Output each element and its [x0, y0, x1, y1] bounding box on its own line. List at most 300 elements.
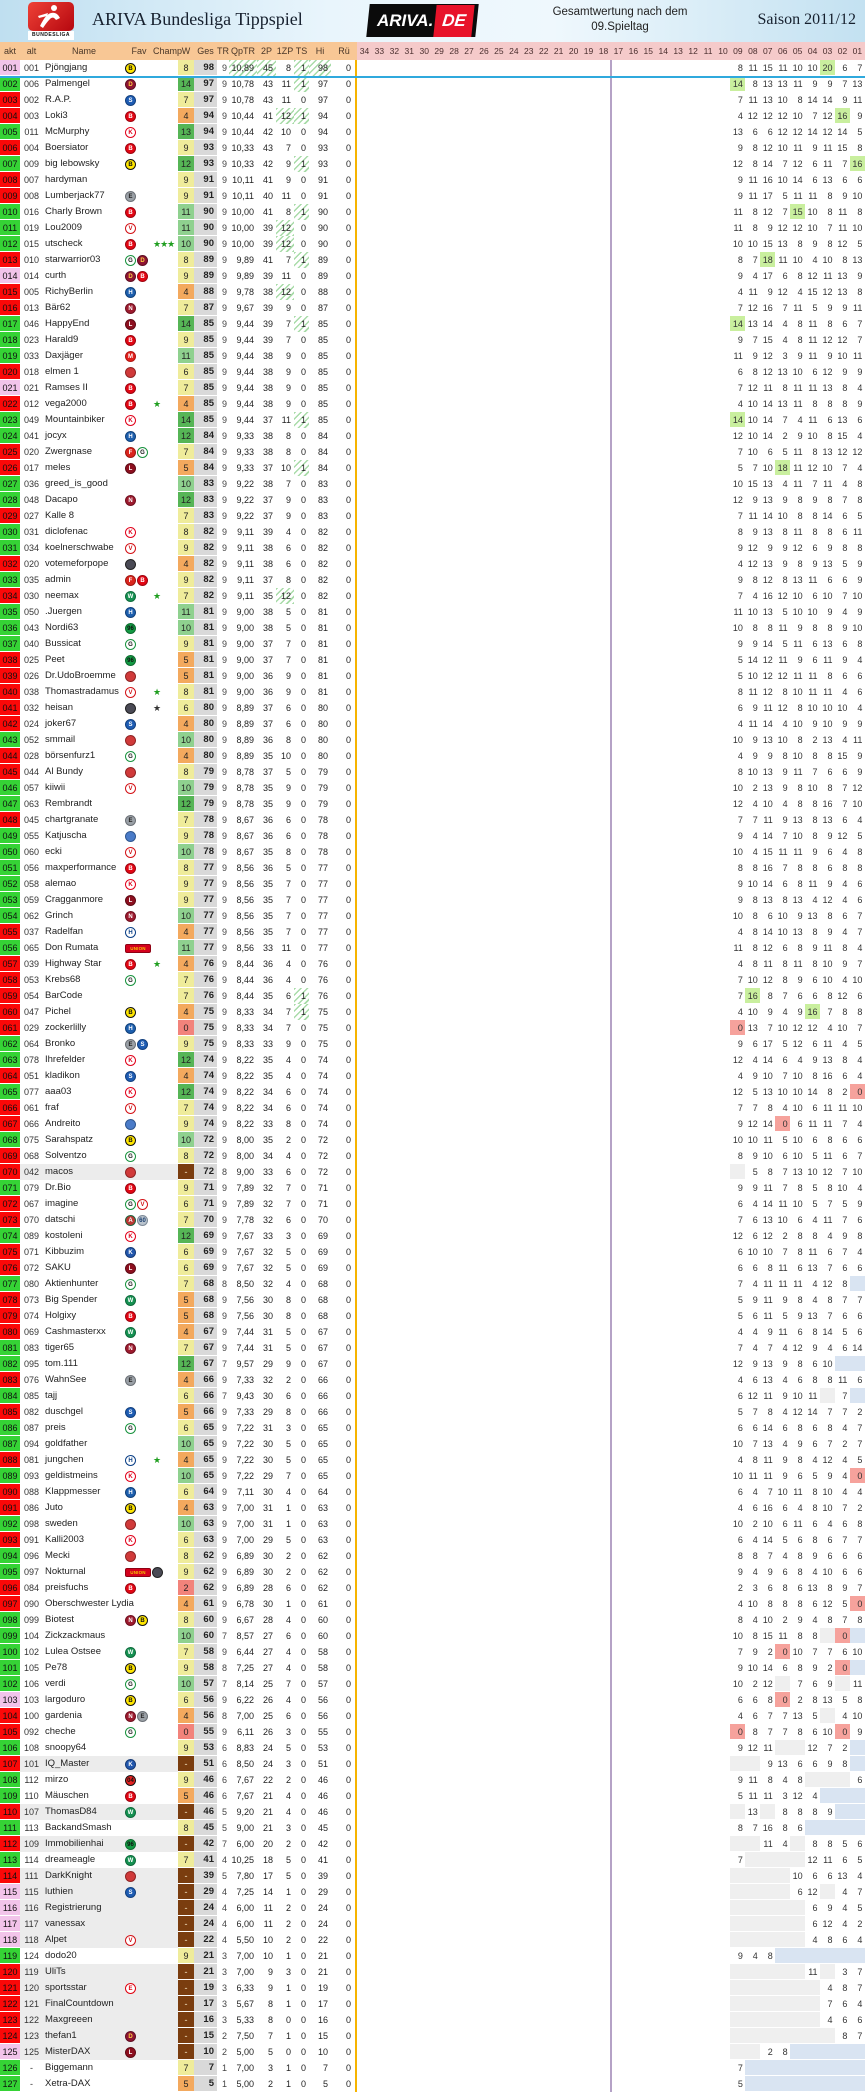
- matchday-cell: [671, 828, 686, 844]
- current-round-points-cell: 7: [178, 988, 194, 1004]
- hinrunde-points-cell: 81: [317, 687, 328, 697]
- player-name[interactable]: WahnSee: [45, 1374, 87, 1385]
- player-name[interactable]: Cashmasterxx: [45, 1326, 106, 1337]
- matchday-cell: [462, 1388, 477, 1404]
- matchday-cell: 14: [760, 316, 775, 332]
- matchday-cell: [551, 1020, 566, 1036]
- player-name[interactable]: Kalli2003: [45, 1534, 85, 1545]
- matchday-cell: [491, 492, 506, 508]
- matchday-cell: 4: [835, 732, 850, 748]
- matchday-cell: [506, 924, 521, 940]
- matchday-cell: 13: [775, 396, 790, 412]
- player-name[interactable]: greed_is_good: [45, 478, 108, 489]
- matchday-cell: [656, 1116, 671, 1132]
- player-name[interactable]: geldistmeins: [45, 1470, 98, 1481]
- player-name[interactable]: hardyman: [45, 174, 88, 185]
- hinrunde-points-cell: 71: [317, 1183, 328, 1193]
- bundesliga-logo-text: BUNDESLIGA: [28, 31, 74, 40]
- player-name[interactable]: BarCode: [45, 990, 83, 1001]
- player-name[interactable]: Ihrefelder: [45, 1054, 86, 1065]
- favorite-club-icons: [125, 924, 153, 940]
- matchday-cell: 10: [775, 92, 790, 108]
- matchday-cell: [387, 940, 402, 956]
- matchday-cell: [402, 1228, 417, 1244]
- matchday-cell: [641, 172, 656, 188]
- rounds-played-cell: 9: [221, 447, 227, 457]
- bundesliga-logo-icon: [28, 2, 74, 41]
- player-name[interactable]: Solventzo: [45, 1150, 87, 1161]
- player-name[interactable]: .Juergen: [45, 606, 82, 617]
- player-name[interactable]: Harald9: [45, 334, 79, 345]
- matchday-cell: [402, 188, 417, 204]
- rank-previous-cell: 043: [23, 623, 40, 633]
- matchday-cell: [462, 988, 477, 1004]
- matchday-cell: [417, 860, 432, 876]
- rank-previous-cell: 053: [23, 975, 40, 985]
- matchday-cell: 9: [805, 236, 820, 252]
- player-name[interactable]: Klappmesser: [45, 1486, 101, 1497]
- matchday-cell: [626, 604, 641, 620]
- player-name[interactable]: kladikon: [45, 1070, 80, 1081]
- one-point-tips-cell: 10: [280, 127, 291, 137]
- matchday-cell: [387, 508, 402, 524]
- matchday-cell: [357, 700, 372, 716]
- player-name[interactable]: Daxjäger: [45, 350, 84, 361]
- matchday-cell: 11: [835, 1100, 850, 1116]
- matchday-cell: [432, 428, 447, 444]
- matchday-cell: 10: [790, 716, 805, 732]
- matchday-cell: [686, 876, 701, 892]
- player-name[interactable]: R.A.P.: [45, 94, 72, 105]
- player-name[interactable]: utscheck: [45, 238, 83, 249]
- player-name[interactable]: neemax: [45, 590, 79, 601]
- player-name[interactable]: preisfuchs: [45, 1582, 89, 1593]
- matchday-cell: 5: [775, 1036, 790, 1052]
- matchday-cell: [387, 1580, 402, 1596]
- player-name[interactable]: tajj: [45, 1390, 58, 1401]
- points-per-round-cell: 7,22: [236, 1439, 254, 1449]
- total-points-cell: 78: [194, 844, 217, 860]
- matchday-cell: [447, 236, 462, 252]
- matchday-cell: [462, 1500, 477, 1516]
- matchday-cell: [477, 252, 492, 268]
- matchday-cell: [596, 668, 611, 684]
- champ-stars: [153, 988, 178, 1004]
- player-name[interactable]: Bronko: [45, 1038, 76, 1049]
- player-name[interactable]: Thomastradamus: [45, 686, 119, 697]
- player-name[interactable]: HappyEnd: [45, 318, 90, 329]
- points-per-round-cell: 8,78: [236, 799, 254, 809]
- player-name[interactable]: duschgel: [45, 1406, 84, 1417]
- player-name[interactable]: Dacapo: [45, 494, 78, 505]
- player-name[interactable]: zockerlilly: [45, 1022, 87, 1033]
- player-name[interactable]: börsenfurz1: [45, 750, 96, 761]
- rank-previous-cell: 077: [23, 1087, 40, 1097]
- matchday-cell: [716, 1356, 731, 1372]
- matchday-cell: [566, 716, 581, 732]
- one-point-tips-cell: 9: [285, 159, 291, 169]
- player-name[interactable]: Dr.Bio: [45, 1182, 71, 1193]
- matchday-cell: [477, 476, 492, 492]
- player-name[interactable]: RichyBerlin: [45, 286, 94, 297]
- player-name[interactable]: Dr.UdoBroemme: [45, 670, 116, 681]
- player-name[interactable]: heisan: [45, 702, 73, 713]
- player-name[interactable]: curth: [45, 270, 67, 281]
- player-name[interactable]: Palmengel: [45, 78, 90, 89]
- matchday-cell: [566, 892, 581, 908]
- player-name[interactable]: Katjuscha: [45, 830, 87, 841]
- two-point-tips-cell: 35: [262, 991, 273, 1001]
- table-row: [0, 92, 865, 108]
- player-name[interactable]: Nokturnal: [45, 1566, 86, 1577]
- matchday-cell: [372, 236, 387, 252]
- player-name[interactable]: alemao: [45, 878, 77, 889]
- player-name[interactable]: Mountainbiker: [45, 414, 105, 425]
- player-name[interactable]: tiger65: [45, 1342, 75, 1353]
- matchday-cell: [521, 860, 536, 876]
- champ-stars: [153, 540, 178, 556]
- matchday-cell: 8: [790, 492, 805, 508]
- matchday-cell: [432, 140, 447, 156]
- matchday-cell: 10: [790, 364, 805, 380]
- rueckrunde-points-cell: 0: [345, 1327, 351, 1337]
- player-name[interactable]: Lou2009: [45, 222, 82, 233]
- player-name[interactable]: votemeforpope: [45, 558, 109, 569]
- matchday-cell: 6: [775, 1148, 790, 1164]
- current-round-points-cell: 5: [178, 652, 194, 668]
- rueckrunde-points-cell: 0: [345, 1567, 351, 1577]
- matchday-cell: [432, 284, 447, 300]
- player-name[interactable]: Rembrandt: [45, 798, 92, 809]
- matchday-cell: 4: [820, 1516, 835, 1532]
- one-point-tips-cell: 8: [285, 63, 291, 73]
- player-name[interactable]: datschi: [45, 1214, 76, 1225]
- matchday-cell: 9: [790, 1436, 805, 1452]
- player-name[interactable]: Highway Star: [45, 958, 102, 969]
- matchday-cell: [447, 1036, 462, 1052]
- player-name[interactable]: tom.111: [45, 1358, 78, 1369]
- matchday-cell: [611, 1356, 626, 1372]
- matchday-cell: 10: [730, 844, 745, 860]
- player-name[interactable]: Grinch: [45, 910, 73, 921]
- matchday-cell: [686, 1516, 701, 1532]
- total-points-cell: 62: [194, 1580, 217, 1596]
- player-name[interactable]: starwarrior03: [45, 254, 101, 265]
- player-name[interactable]: fraf: [45, 1102, 59, 1113]
- matchday-cell: 8: [820, 1580, 835, 1596]
- matchday-cell: 6: [850, 172, 865, 188]
- matchday-cell: [611, 1260, 626, 1276]
- rounds-played-cell: 9: [221, 1151, 227, 1161]
- player-name[interactable]: Mecki: [45, 1550, 70, 1561]
- player-name[interactable]: koelnerschwabe: [45, 542, 114, 553]
- player-name[interactable]: imagine: [45, 1198, 79, 1209]
- matchday-cell: 10: [820, 1356, 835, 1372]
- player-name[interactable]: SAKU: [45, 1262, 71, 1273]
- matchday-cell: 10: [835, 1180, 850, 1196]
- club-icon-fcn: N: [125, 1343, 136, 1354]
- player-name[interactable]: macos: [43, 1164, 125, 1180]
- matchday-cell: 4: [850, 1180, 865, 1196]
- matchday-cell: [671, 124, 686, 140]
- champ-stars: [153, 860, 178, 876]
- matchday-cell: [551, 172, 566, 188]
- matchday-cell: [656, 924, 671, 940]
- rank-current-cell: 050: [0, 844, 20, 860]
- player-name[interactable]: admin: [45, 574, 71, 585]
- matchday-cell: [521, 876, 536, 892]
- player-name[interactable]: Bär62: [45, 302, 71, 313]
- player-name[interactable]: Krebs68: [45, 974, 81, 985]
- matchday-cell: 2: [775, 1228, 790, 1244]
- matchday-cell: [641, 412, 656, 428]
- column-header-matchday-10: 10: [718, 46, 728, 56]
- matchday-cell: [372, 268, 387, 284]
- matchday-cell: 14: [760, 1196, 775, 1212]
- matchday-cell: [716, 1452, 731, 1468]
- matchday-cell: 12: [820, 124, 835, 140]
- player-name[interactable]: ecki: [45, 846, 62, 857]
- matchday-cell: [447, 588, 462, 604]
- rank-previous-cell: 066: [23, 1119, 40, 1129]
- player-name[interactable]: jungchen: [45, 1454, 84, 1465]
- matchday-cell: [656, 1148, 671, 1164]
- favorite-club-icons: [125, 1420, 153, 1436]
- matchday-cell: [686, 92, 701, 108]
- player-name[interactable]: vega2000: [45, 398, 87, 409]
- two-point-tips-cell: 35: [262, 1135, 273, 1145]
- matchday-cell: [641, 972, 656, 988]
- player-name[interactable]: elmen 1: [45, 366, 79, 377]
- matchday-cell: 9: [760, 220, 775, 236]
- current-round-points-cell: 9: [178, 572, 194, 588]
- player-name[interactable]: chartgranate: [45, 814, 99, 825]
- matchday-cell: [611, 860, 626, 876]
- favorite-club-icons: [125, 1372, 153, 1388]
- matchday-cell: [611, 60, 626, 76]
- matchday-cell: [477, 1372, 492, 1388]
- player-name[interactable]: Pjöngjang: [45, 62, 88, 73]
- player-name[interactable]: joker67: [45, 718, 77, 729]
- matchday-cell: [551, 796, 566, 812]
- matchday-cell: 9: [730, 1564, 745, 1580]
- matchday-cell: 10: [745, 1004, 760, 1020]
- player-name[interactable]: kostoleni: [45, 1230, 83, 1241]
- matchday-cell: [402, 1148, 417, 1164]
- player-name[interactable]: kiiwii: [45, 782, 66, 793]
- matchday-cell: [521, 76, 536, 92]
- club-icon-bvb: B: [125, 1135, 136, 1146]
- matchday-cell: [716, 1276, 731, 1292]
- matchday-cell: [596, 1452, 611, 1468]
- club-icon-fcb: B: [125, 1583, 136, 1594]
- matchday-cell: [596, 908, 611, 924]
- player-name[interactable]: aaa03: [45, 1086, 72, 1097]
- matchday-cell: 5: [850, 508, 865, 524]
- player-name[interactable]: goldfather: [45, 1438, 88, 1449]
- favorite-club-icons: [125, 572, 153, 588]
- matchday-cell: [566, 1260, 581, 1276]
- table-row: [0, 1580, 865, 1596]
- matchday-cell: [701, 620, 716, 636]
- player-name[interactable]: Ramses II: [45, 382, 88, 393]
- matchday-cell: [551, 156, 566, 172]
- matchday-cell: [656, 1516, 671, 1532]
- matchday-cell: [596, 1004, 611, 1020]
- player-name[interactable]: jocyx: [45, 430, 67, 441]
- matchday-cell: 0: [850, 1468, 865, 1484]
- matchday-cell: [477, 892, 492, 908]
- matchday-cell: [357, 1324, 372, 1340]
- matchday-cell: [536, 1420, 551, 1436]
- ariva-logo[interactable]: [366, 4, 478, 37]
- one-point-tips-cell: 1: [285, 1599, 291, 1609]
- favorite-club-icons: [125, 124, 153, 140]
- matchday-cell: 7: [835, 76, 850, 92]
- matchday-cell: [536, 412, 551, 428]
- matchday-cell: [462, 684, 477, 700]
- matchday-cell: 10: [805, 220, 820, 236]
- player-name[interactable]: meles: [45, 462, 71, 473]
- matchday-cell: [506, 1404, 521, 1420]
- player-name[interactable]: Loki3: [45, 110, 68, 121]
- player-name[interactable]: Bussicat: [45, 638, 81, 649]
- points-per-round-cell: 6,89: [236, 1567, 254, 1577]
- matchday-cell: [491, 460, 506, 476]
- matchday-cell: [477, 1532, 492, 1548]
- current-round-points-cell: 9: [178, 540, 194, 556]
- matchday-cell: [671, 652, 686, 668]
- player-name[interactable]: Al Bundy: [45, 766, 84, 777]
- matchday-cell: [372, 1276, 387, 1292]
- matchday-cell: [402, 1244, 417, 1260]
- player-name[interactable]: Cragganmore: [45, 894, 104, 905]
- player-name[interactable]: Kalle 8: [45, 510, 75, 521]
- player-name[interactable]: smmail: [45, 734, 76, 745]
- player-name[interactable]: sweden: [45, 1518, 78, 1529]
- matchday-cell: 12: [835, 236, 850, 252]
- matchday-cell: 4: [805, 1564, 820, 1580]
- matchday-cell: [641, 220, 656, 236]
- matchday-cell: [581, 924, 596, 940]
- player-name[interactable]: Boersiator: [45, 142, 89, 153]
- player-name[interactable]: Radelfan: [45, 926, 84, 937]
- rank-current-cell: 073: [0, 1212, 20, 1228]
- matchday-cell: [641, 1516, 656, 1532]
- matchday-cell: [477, 1324, 492, 1340]
- club-icon-bmg: G: [125, 255, 136, 266]
- player-name[interactable]: Pichel: [45, 1006, 71, 1017]
- player-name[interactable]: Kibbuzim: [45, 1246, 85, 1257]
- matchday-cell: [521, 252, 536, 268]
- hinrunde-points-cell: 74: [317, 1071, 328, 1081]
- one-point-tips-cell: 7: [285, 255, 291, 265]
- matchday-cell: [581, 76, 596, 92]
- matchday-cell: [477, 796, 492, 812]
- matchday-cell: [671, 364, 686, 380]
- player-name[interactable]: preis: [45, 1422, 66, 1433]
- matchday-cell: [417, 140, 432, 156]
- rounds-played-cell: 9: [221, 1423, 227, 1433]
- points-per-round-cell: 9,44: [236, 399, 254, 409]
- favorite-club-icons: [125, 796, 153, 812]
- rounds-played-cell: 9: [221, 63, 227, 73]
- player-name[interactable]: maxperformance: [45, 862, 117, 873]
- player-name[interactable]: Charly Brown: [45, 206, 103, 217]
- matchday-cell: [551, 956, 566, 972]
- rounds-played-cell: 9: [221, 991, 227, 1001]
- matchday-cell: [566, 1596, 581, 1612]
- player-name[interactable]: Juto: [45, 1502, 63, 1513]
- rueckrunde-points-cell: 0: [345, 63, 351, 73]
- player-name[interactable]: Oberschwester Lydia: [45, 1598, 134, 1609]
- player-name[interactable]: Andreito: [45, 1118, 81, 1129]
- club-icon-m05: M: [125, 351, 136, 362]
- matchday-cell: [536, 1484, 551, 1500]
- player-name[interactable]: McMurphy: [45, 126, 90, 137]
- player-name[interactable]: Peet: [45, 654, 65, 665]
- player-name[interactable]: big lebowsky: [45, 158, 100, 169]
- matchday-cell: [641, 652, 656, 668]
- favorite-club-icons: [125, 636, 153, 652]
- matchday-cell: [372, 604, 387, 620]
- favorite-club-icons: [125, 1148, 153, 1164]
- matchday-cell: [566, 812, 581, 828]
- player-name[interactable]: Don Rumata: [45, 942, 99, 953]
- club-icon-blu: [125, 1119, 136, 1130]
- one-point-tips-cell: 12: [276, 236, 294, 252]
- player-name[interactable]: Nordi63: [45, 622, 79, 633]
- total-points-cell: 69: [194, 1244, 217, 1260]
- matchday-cell: [566, 460, 581, 476]
- one-point-tips-cell: 10: [280, 751, 291, 761]
- total-points-cell: 77: [194, 892, 217, 908]
- points-per-round-cell: 6,89: [236, 1583, 254, 1593]
- total-points-cell: 91: [194, 172, 217, 188]
- player-name[interactable]: Sarahspatz: [45, 1134, 94, 1145]
- matchday-cell: 12: [820, 108, 835, 124]
- matchday-cell: [581, 972, 596, 988]
- matchday-cell: [656, 332, 671, 348]
- matchday-cell: 6: [790, 1324, 805, 1340]
- player-name[interactable]: Aktienhunter: [45, 1278, 99, 1289]
- player-name[interactable]: Holgixy: [45, 1310, 77, 1321]
- player-name[interactable]: Big Spender: [45, 1294, 98, 1305]
- matchday-cell: 4: [835, 1468, 850, 1484]
- matchday-cell: 14: [805, 92, 820, 108]
- player-name[interactable]: Zwergnase: [45, 446, 92, 457]
- matchday-cell: [417, 1292, 432, 1308]
- matchday-cell: [491, 236, 506, 252]
- matchday-cell: [656, 1452, 671, 1468]
- rank-current-cell: 008: [0, 172, 20, 188]
- matchday-cell: [581, 988, 596, 1004]
- matchday-cell: [477, 732, 492, 748]
- exact-tips-cell: 0: [300, 367, 306, 377]
- rueckrunde-points-cell: 0: [345, 95, 351, 105]
- matchday-cell: [716, 1084, 731, 1100]
- matchday-cell: [536, 1052, 551, 1068]
- column-header-matchday-33: 33: [374, 46, 385, 56]
- player-name[interactable]: diclofenac: [45, 526, 88, 537]
- column-header-matchday-06: 06: [777, 46, 788, 56]
- matchday-cell: 11: [835, 220, 850, 236]
- player-name[interactable]: Lumberjack77: [45, 190, 105, 201]
- rounds-played-cell: 9: [221, 831, 227, 841]
- table-row: [0, 924, 865, 940]
- exact-tips-cell: 0: [300, 1343, 306, 1353]
- matchday-cell: 9: [790, 620, 805, 636]
